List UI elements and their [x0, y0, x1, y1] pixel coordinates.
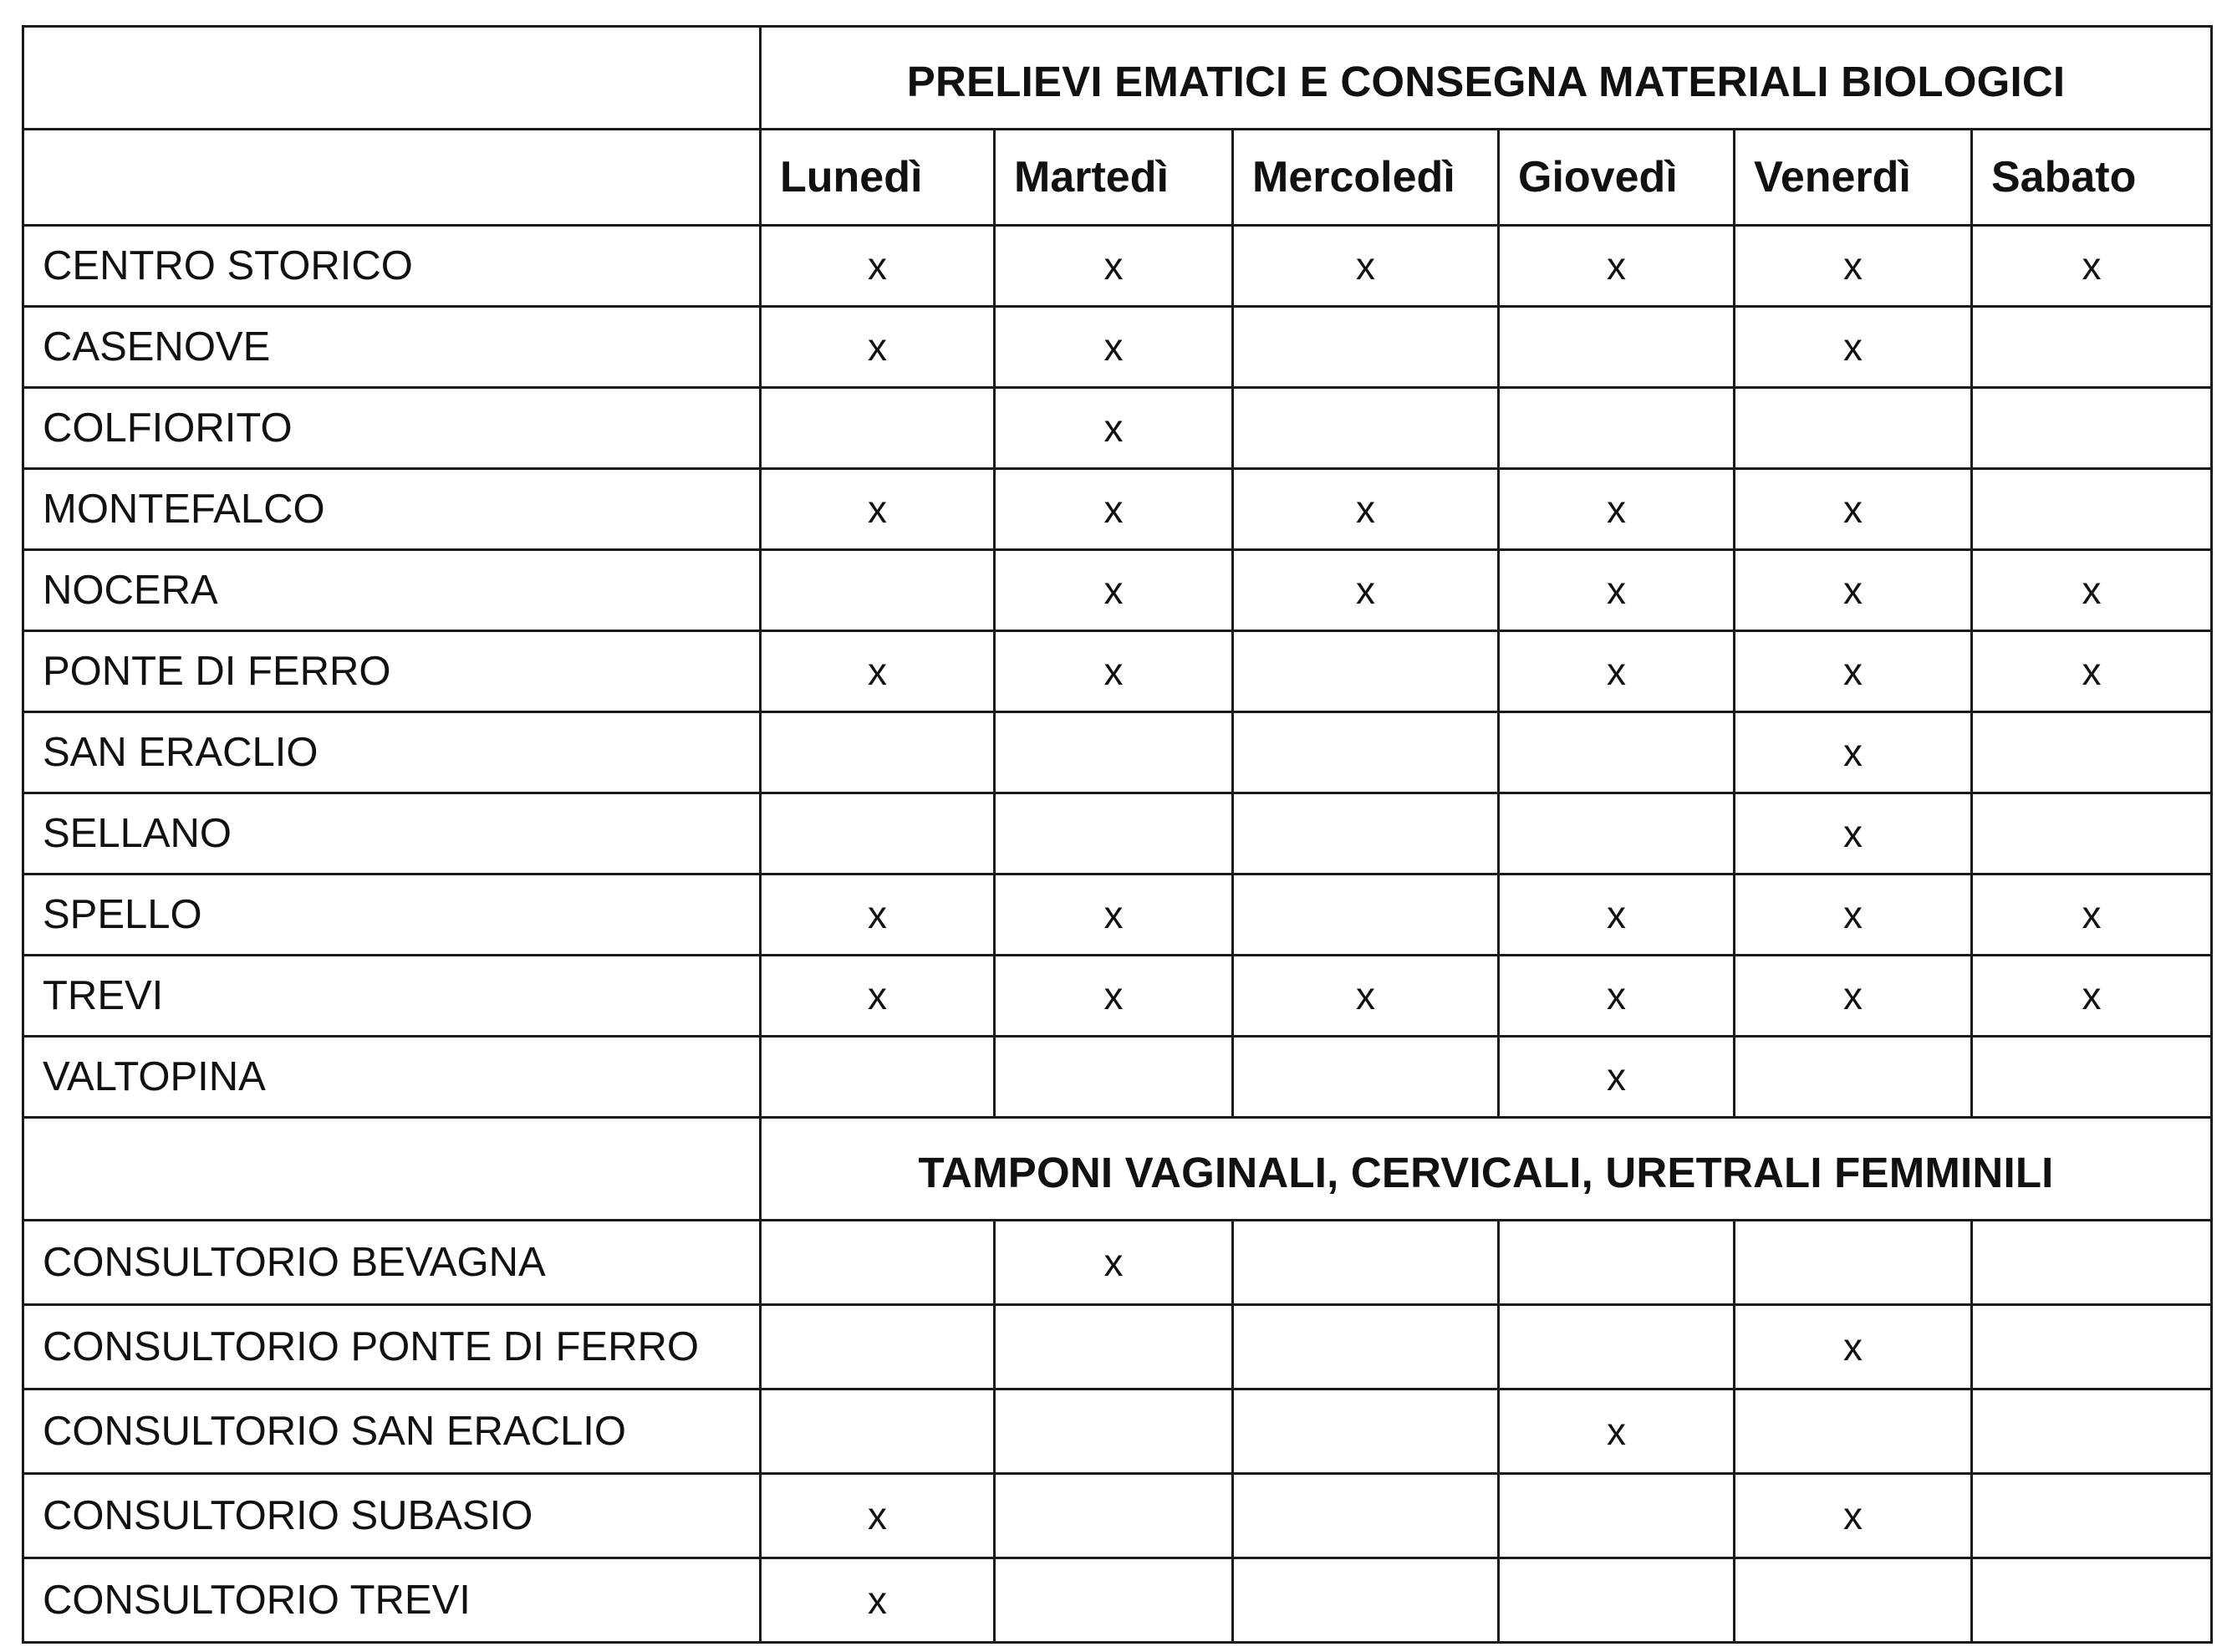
day-header-lunedi: Lunedì [761, 130, 995, 226]
location-consultorio-ponte-di-ferro: CONSULTORIO PONTE DI FERRO [23, 1305, 761, 1389]
location-consultorio-subasio: CONSULTORIO SUBASIO [23, 1474, 761, 1558]
section2-title-row [23, 1118, 2212, 1221]
day-header-row [23, 130, 2212, 226]
schedule-sheet [22, 25, 2210, 1623]
table-row [23, 712, 2212, 793]
mark-cell [1233, 712, 1499, 793]
mark-cell: x [1233, 226, 1499, 307]
mark-cell: x [761, 956, 995, 1037]
mark-cell: x [995, 631, 1233, 712]
mark-cell: x [761, 469, 995, 550]
mark-cell [1233, 1221, 1499, 1305]
mark-cell: x [1735, 550, 1972, 631]
mark-cell: x [761, 1558, 995, 1643]
day-header-venerdi: Venerdì [1735, 130, 1972, 226]
mark-cell [1972, 388, 2212, 469]
mark-cell [995, 1037, 1233, 1118]
location-nocera: NOCERA [23, 550, 761, 631]
mark-cell [1972, 469, 2212, 550]
table-row [23, 1474, 2212, 1558]
mark-cell: x [995, 307, 1233, 388]
mark-cell: x [1735, 226, 1972, 307]
mark-cell [1972, 1037, 2212, 1118]
mark-cell: x [1499, 1389, 1735, 1474]
mark-cell [1972, 793, 2212, 874]
mark-cell [1972, 1221, 2212, 1305]
mark-cell [1735, 1221, 1972, 1305]
mark-cell [1735, 1389, 1972, 1474]
day-header-mercoledi: Mercoledì [1233, 130, 1499, 226]
mark-cell: x [1972, 631, 2212, 712]
mark-cell: x [1499, 1037, 1735, 1118]
mark-cell: x [1735, 469, 1972, 550]
mark-cell: x [761, 226, 995, 307]
mark-cell: x [1233, 550, 1499, 631]
mark-cell: x [1233, 956, 1499, 1037]
mark-cell [1233, 307, 1499, 388]
mark-cell [995, 1389, 1233, 1474]
mark-cell [761, 1221, 995, 1305]
mark-cell: x [1735, 956, 1972, 1037]
mark-cell: x [995, 550, 1233, 631]
mark-cell [1972, 1558, 2212, 1643]
mark-cell: x [1233, 469, 1499, 550]
corner-cell-lower [23, 130, 761, 226]
mark-cell [1499, 1305, 1735, 1389]
table-row [23, 307, 2212, 388]
mark-cell: x [1499, 956, 1735, 1037]
mark-cell: x [1735, 874, 1972, 956]
mark-cell: x [761, 631, 995, 712]
mark-cell [761, 1037, 995, 1118]
mark-cell [1233, 631, 1499, 712]
mark-cell [1972, 307, 2212, 388]
mark-cell [761, 1305, 995, 1389]
table-row [23, 388, 2212, 469]
mark-cell: x [1972, 956, 2212, 1037]
mark-cell [1499, 388, 1735, 469]
mark-cell [1233, 1558, 1499, 1643]
mark-cell: x [1499, 631, 1735, 712]
table-row [23, 550, 2212, 631]
mark-cell: x [1972, 226, 2212, 307]
corner-cell [23, 27, 761, 130]
mark-cell [1499, 1558, 1735, 1643]
section1-title-row [23, 27, 2212, 130]
mark-cell [1735, 1037, 1972, 1118]
location-consultorio-bevagna: CONSULTORIO BEVAGNA [23, 1221, 761, 1305]
mark-cell [1233, 1389, 1499, 1474]
location-ponte-di-ferro: PONTE DI FERRO [23, 631, 761, 712]
mark-cell: x [761, 307, 995, 388]
table-row [23, 956, 2212, 1037]
mark-cell [995, 793, 1233, 874]
mark-cell [1972, 712, 2212, 793]
mark-cell [1499, 712, 1735, 793]
mark-cell [1499, 1474, 1735, 1558]
mark-cell [1972, 1305, 2212, 1389]
mark-cell: x [995, 469, 1233, 550]
location-colfiorito: COLFIORITO [23, 388, 761, 469]
mark-cell [1233, 874, 1499, 956]
location-centro-storico: CENTRO STORICO [23, 226, 761, 307]
mark-cell: x [1499, 874, 1735, 956]
mark-cell [1972, 1474, 2212, 1558]
table-row [23, 631, 2212, 712]
mark-cell [1233, 388, 1499, 469]
section1-title: PRELIEVI EMATICI E CONSEGNA MATERIALI BIOLOGICI [761, 27, 2212, 130]
mark-cell [761, 388, 995, 469]
mark-cell: x [995, 226, 1233, 307]
table-row [23, 1221, 2212, 1305]
schedule-table [22, 25, 2213, 1644]
mark-cell: x [995, 874, 1233, 956]
section2-title: TAMPONI VAGINALI, CERVICALI, URETRALI FEMMINILI [761, 1118, 2212, 1221]
table-row [23, 1305, 2212, 1389]
mark-cell: x [761, 874, 995, 956]
table-row [23, 226, 2212, 307]
location-san-eraclio: SAN ERACLIO [23, 712, 761, 793]
mark-cell: x [1972, 550, 2212, 631]
location-montefalco: MONTEFALCO [23, 469, 761, 550]
mark-cell [1233, 1037, 1499, 1118]
mark-cell [995, 1305, 1233, 1389]
mark-cell: x [1735, 1474, 1972, 1558]
mark-cell: x [1735, 712, 1972, 793]
location-valtopina: VALTOPINA [23, 1037, 761, 1118]
location-sellano: SELLANO [23, 793, 761, 874]
mark-cell [1972, 1389, 2212, 1474]
mark-cell: x [1735, 307, 1972, 388]
mark-cell: x [995, 388, 1233, 469]
mark-cell [761, 712, 995, 793]
table-row [23, 1389, 2212, 1474]
mark-cell: x [1499, 226, 1735, 307]
mark-cell [1499, 307, 1735, 388]
mark-cell [1499, 1221, 1735, 1305]
mark-cell [1499, 793, 1735, 874]
mark-cell [1233, 793, 1499, 874]
mark-cell [1735, 1558, 1972, 1643]
table-row [23, 874, 2212, 956]
mark-cell [761, 550, 995, 631]
mark-cell: x [1499, 469, 1735, 550]
mark-cell: x [995, 956, 1233, 1037]
mark-cell [1735, 388, 1972, 469]
location-trevi: TREVI [23, 956, 761, 1037]
mark-cell: x [995, 1221, 1233, 1305]
location-casenove: CASENOVE [23, 307, 761, 388]
location-consultorio-trevi: CONSULTORIO TREVI [23, 1558, 761, 1643]
mark-cell [995, 712, 1233, 793]
table-row [23, 1037, 2212, 1118]
table-row [23, 469, 2212, 550]
table-row [23, 1558, 2212, 1643]
section2-corner-cell [23, 1118, 761, 1221]
mark-cell [761, 1389, 995, 1474]
location-consultorio-san-eraclio: CONSULTORIO SAN ERACLIO [23, 1389, 761, 1474]
mark-cell: x [1735, 793, 1972, 874]
mark-cell [1233, 1474, 1499, 1558]
mark-cell: x [1735, 1305, 1972, 1389]
mark-cell: x [1499, 550, 1735, 631]
mark-cell: x [1972, 874, 2212, 956]
table-row [23, 793, 2212, 874]
day-header-giovedi: Giovedì [1499, 130, 1735, 226]
day-header-sabato: Sabato [1972, 130, 2212, 226]
mark-cell [995, 1474, 1233, 1558]
mark-cell: x [761, 1474, 995, 1558]
mark-cell: x [1735, 631, 1972, 712]
mark-cell [995, 1558, 1233, 1643]
day-header-martedi: Martedì [995, 130, 1233, 226]
mark-cell [1233, 1305, 1499, 1389]
mark-cell [761, 793, 995, 874]
location-spello: SPELLO [23, 874, 761, 956]
